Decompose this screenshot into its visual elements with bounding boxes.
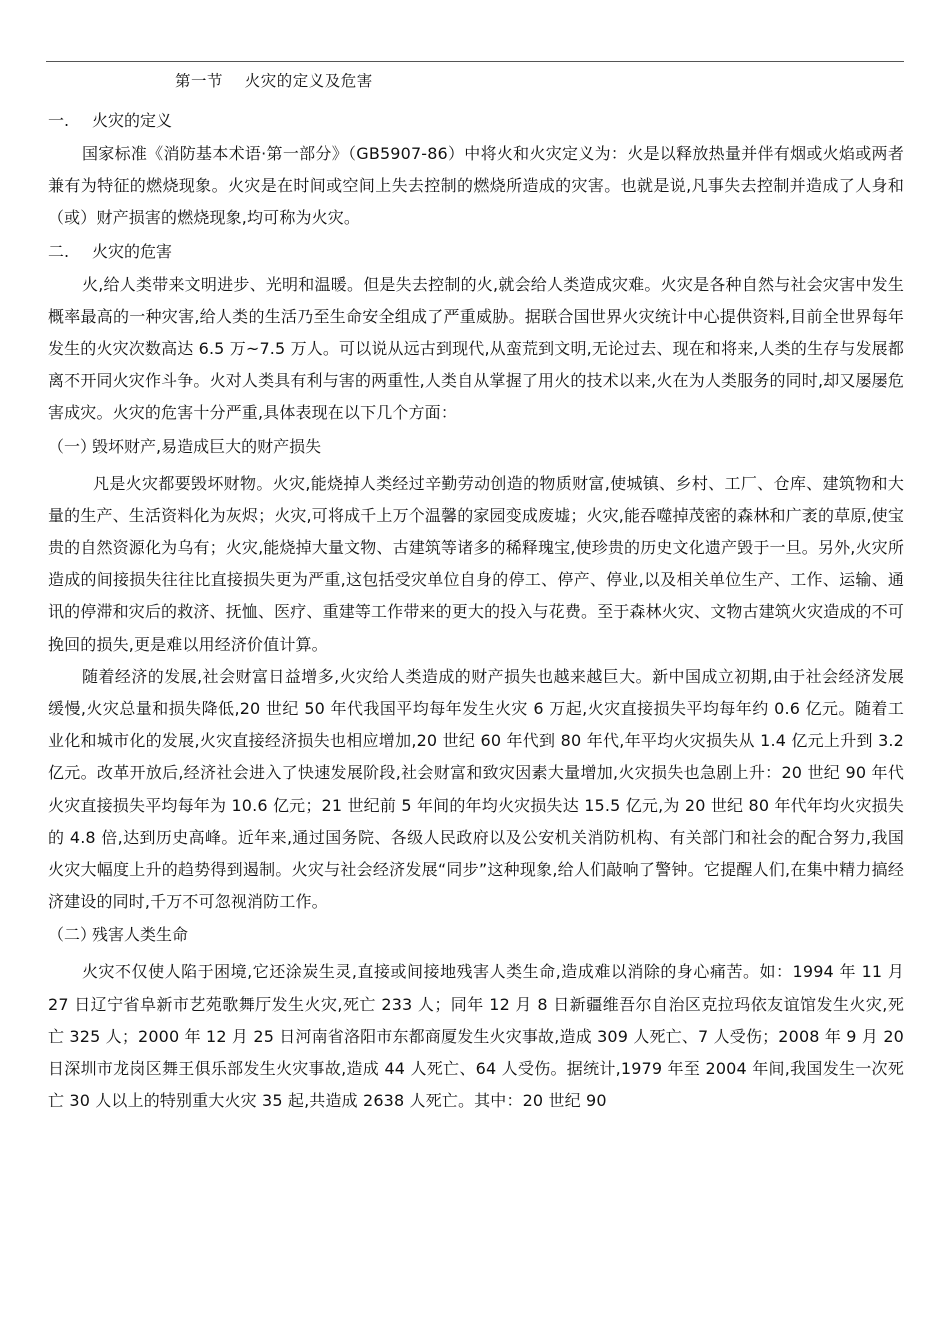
paragraph-property-destruction: 凡是火灾都要毁坏财物。火灾,能烧掉人类经过辛勤劳动创造的物质财富,使城镇、乡村、工厂、仓库、建筑物和大量的生产、生活资料化为灰烬；火灾,可将成千上万个温馨的家园变成废墟；火灾,能吞噬掉茂密的森林和广袤的草原,使宝贵的自然资源化为乌有；火灾,能烧掉大量文物、古建筑等诸多的稀释瑰宝,使珍贵的历史文化遗产毁于一旦。另外,火灾所造成的间接损失往往比直接损失更为严重,这包括受灾单位自身的停工、停产、停业,以及相关单位生产、工作、运输、通讯的停滞和灾后的救济、抚恤、医疗、重建等工作带来的更大的投入与花费。至于森林火灾、文物古建筑火灾造成的不可挽回的损失,更是难以用经济价值计算。 (48, 473, 904, 654)
section-title: 第一节 火灾的定义及危害 (175, 72, 373, 90)
paragraph-harm-intro: 火,给人类带来文明进步、光明和温暖。但是失去控制的火,就会给人类造成灾难。火灾是各种自然与社会灾害中发生概率最高的一种灾害,给人类的生活乃至生命安全组成了严重威胁。据联合国世界火灾统计中心提供资料,目前全世界每年发生的火灾次数高达 6.5 万~7.5 万人。可以说从远古到现代,从蛮荒到文明,无论过去、现在和将来,人类的生存与发展都离不开同火灾作斗争。火对人类具有利与害的两重性,人类自从掌握了用火的技术以来,火在为人类服务的同时,却又屡屡危害成灾。火灾的危害十分严重,具体表现在以下几个方面： (48, 274, 904, 423)
paragraph-definition: 国家标准《消防基本术语·第一部分》（GB5907-86）中将火和火灾定义为：火是以释放热量并伴有烟或火焰或两者兼有为特征的燃烧现象。火灾是在时间或空间上失去控制的燃烧所造成的灾害。也就是说,凡事失去控制并造成了人身和（或）财产损害的燃烧现象,均可称为火灾。 (48, 144, 904, 228)
heading-text: 毁坏财产,易造成巨大的财产损失 (92, 436, 322, 456)
heading-fire-harm (48, 235, 904, 269)
heading-number: 一. (48, 111, 70, 130)
heading-life-harm (48, 918, 904, 952)
document-body (48, 104, 904, 1117)
heading-fire-definition (48, 104, 904, 138)
heading-text: 残害人类生命 (92, 925, 189, 945)
paragraph-life-casualties: 火灾不仅使人陷于困境,它还涂炭生灵,直接或间接地残害人类生命,造成难以消除的身心痛苦。如：1994 年 11 月 27 日辽宁省阜新市艺苑歌舞厅发生火灾,死亡 233 人；同年 12 月 8 日新疆维吾尔自治区克拉玛依友谊馆发生火灾,死亡 325 人；2000 年 12 月 25 日河南省洛阳市东都商厦发生火灾事故,造成 309 人死亡、7 人受伤；2008 年 9 月 20 日深圳市龙岗区舞王俱乐部发生火灾事故,造成 44 人死亡、64 人受伤。据统计,1979 年至 2004 年间,我国发生一次死亡 30 人以上的特别重大火灾 35 起,共造成 2638 人死亡。其中：20 世纪 90 (48, 962, 904, 1111)
heading-number: （二） (48, 925, 97, 945)
heading-text: 火灾的定义 (92, 111, 173, 130)
heading-text: 火灾的危害 (92, 241, 173, 261)
heading-number: （一） (48, 436, 97, 456)
header-rule (46, 61, 904, 62)
paragraph-property-economic: 随着经济的发展,社会财富日益增多,火灾给人类造成的财产损失也越来越巨大。新中国成立初期,由于社会经济发展缓慢,火灾总量和损失降低,20 世纪 50 年代我国平均每年发生火灾 6 万起,火灾直接损失平均每年约 0.6 亿元。随着工业化和城市化的发展,火灾直接经济损失也相应增加,20 世纪 60 年代到 80 年代,年平均火灾损失从 1.4 亿元上升到 3.2 亿元。改革开放后,经济社会进入了快速发展阶段,社会财富和致灾因素大量增加,火灾损失也急剧上升：20 世纪 90 年代火灾直接损失平均每年为 10.6 亿元；21 世纪前 5 年间的年均火灾损失达 15.5 亿元,为 20 世纪 80 年代年均火灾损失的 4.8 倍,达到历史高峰。近年来,通过国务院、各级人民政府以及公安机关消防机构、有关部门和社会的配合努力,我国火灾大幅度上升的趋势得到遏制。火灾与社会经济发展“同步”这种现象,给人们敲响了警钟。它提醒人们,在集中精力搞经济建设的同时,千万不可忽视消防工作。 (48, 666, 904, 912)
heading-number: 二. (48, 241, 70, 261)
heading-property-loss (48, 430, 904, 464)
